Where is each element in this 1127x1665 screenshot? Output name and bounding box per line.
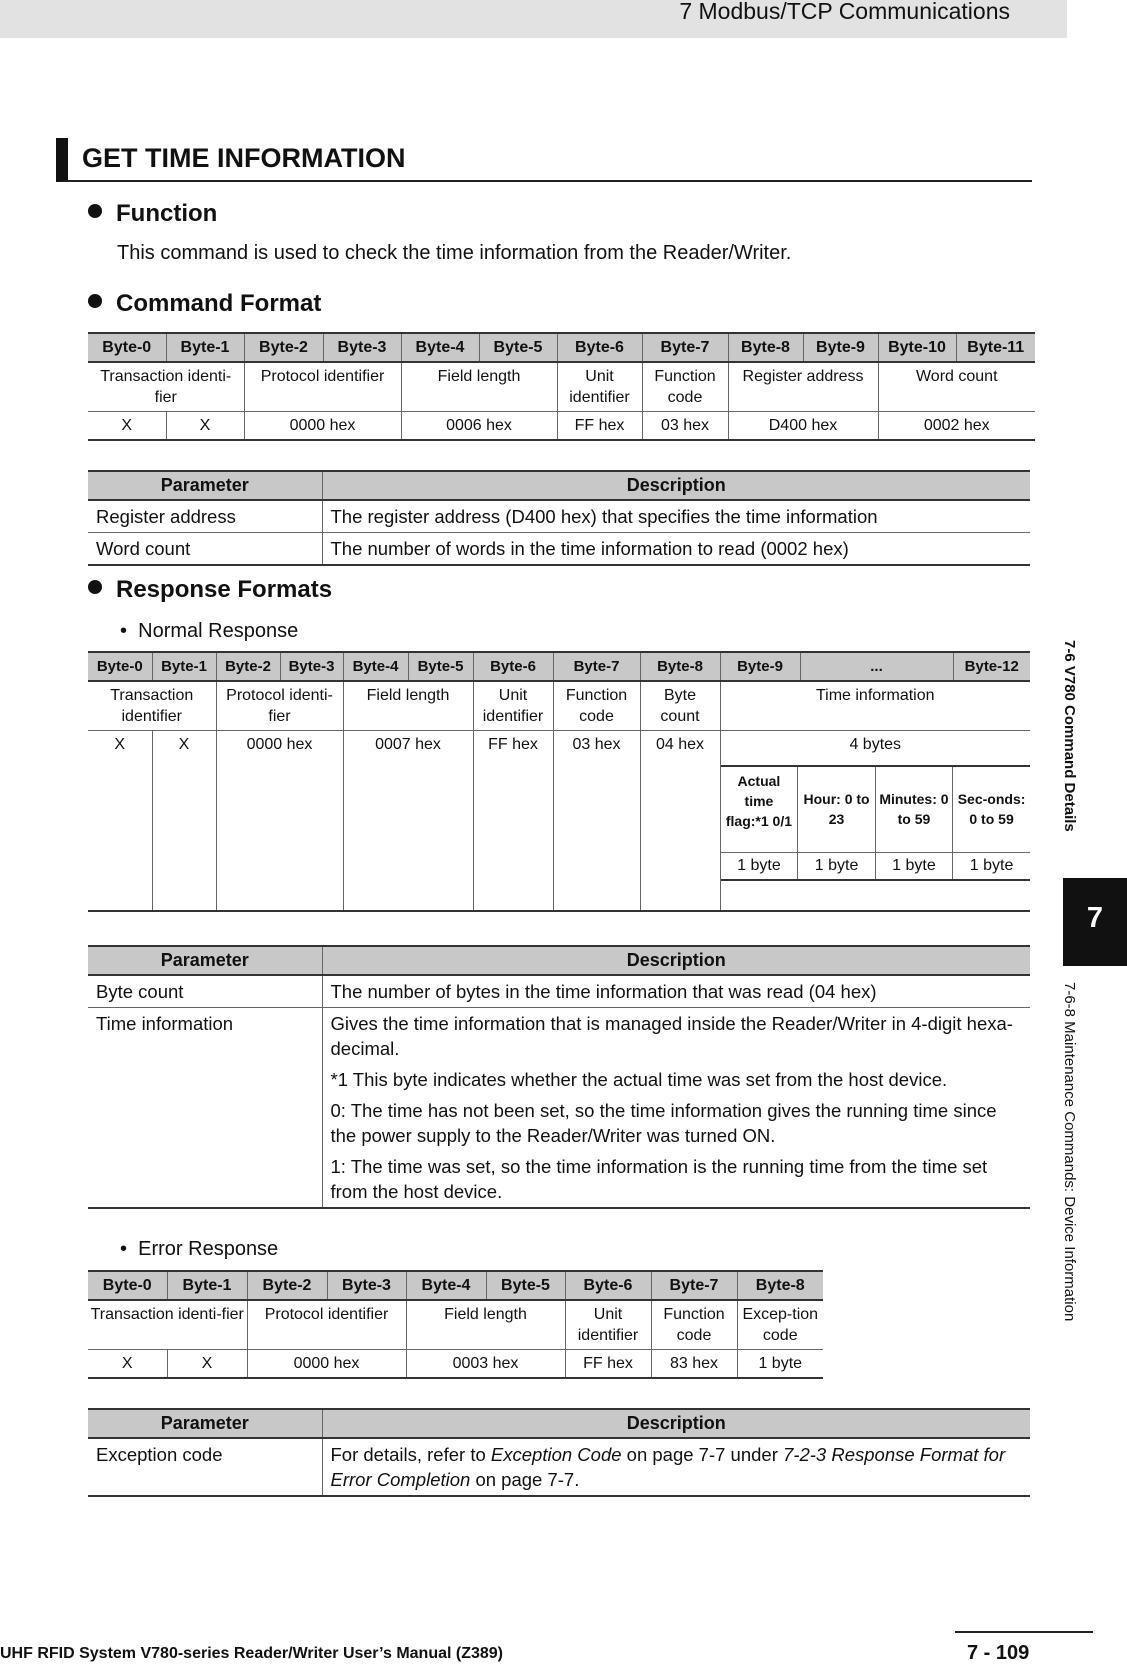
description-cell: The register address (D400 hex) that specifies the time information — [322, 500, 1030, 533]
seconds-header: Sec-onds: 0 to 59 — [953, 766, 1030, 852]
byte-header: Byte-8 — [737, 1271, 823, 1300]
table-row — [88, 500, 1030, 533]
field-cell: Transaction identifier — [88, 681, 216, 731]
section-title-bar — [56, 138, 1032, 182]
byte-header: Byte-5 — [408, 652, 473, 681]
field-cell: Field length — [406, 1300, 565, 1350]
parameter-header: Parameter — [88, 1409, 322, 1438]
command-value-row — [88, 412, 1035, 441]
field-cell: Field length — [343, 681, 473, 731]
byte-header: Byte-3 — [323, 333, 401, 362]
byte-header: Byte-4 — [343, 652, 408, 681]
description-cell: For details, refer to Exception Code on page 7-7 under 7-2-3 Response Format for Error Completion on page 7-7. — [322, 1438, 1030, 1496]
field-cell: Function code — [553, 681, 640, 731]
value-cell: 0003 hex — [406, 1350, 565, 1379]
description-cell: The number of words in the time information to read (0002 hex) — [322, 533, 1030, 566]
field-cell: Function code — [651, 1300, 737, 1350]
footer-rule — [955, 1631, 1093, 1633]
byte-header: Byte-7 — [642, 333, 728, 362]
byte-header: Byte-4 — [406, 1271, 486, 1300]
command-byte-row — [88, 333, 1035, 362]
byte-header: Byte-5 — [479, 333, 557, 362]
hour-header: Hour: 0 to 23 — [798, 766, 875, 852]
description-paragraph: Gives the time information that is managed inside the Reader/Writer in 4-digit hexa-decimal. — [330, 1013, 1013, 1059]
value-cell: X — [88, 731, 152, 911]
time-subfield-table — [721, 765, 1031, 881]
value-cell: 03 hex — [553, 731, 640, 911]
field-cell: Time information — [720, 681, 1030, 731]
size-cell: 1 byte — [875, 852, 952, 880]
byte-header: Byte-2 — [244, 333, 323, 362]
field-cell: Field length — [401, 362, 557, 412]
description-cell — [322, 1008, 1030, 1209]
byte-header: Byte-3 — [327, 1271, 406, 1300]
field-cell: Byte count — [640, 681, 720, 731]
value-cell: FF hex — [557, 412, 642, 441]
value-cell: FF hex — [473, 731, 553, 911]
byte-header: Byte-6 — [473, 652, 553, 681]
value-cell: 0007 hex — [343, 731, 473, 911]
field-cell: Protocol identifier — [244, 362, 401, 412]
minutes-header: Minutes: 0 to 59 — [875, 766, 952, 852]
response-field-row — [88, 681, 1030, 731]
size-cell: 1 byte — [953, 852, 1030, 880]
field-cell: Function code — [642, 362, 728, 412]
error-byte-row — [88, 1271, 823, 1300]
command-format-table — [88, 332, 1035, 441]
parameter-header: Parameter — [88, 471, 322, 500]
byte-header: Byte-0 — [88, 652, 152, 681]
value-cell: 0000 hex — [247, 1350, 406, 1379]
function-text: This command is used to check the time information from the Reader/Writer. — [117, 242, 792, 264]
function-heading: Function — [88, 200, 217, 228]
parameter-header: Parameter — [88, 946, 322, 975]
parameter-cell: Register address — [88, 500, 322, 533]
table-row — [88, 533, 1030, 566]
response-format-reference: 7-2-3 Response Format for Error Completion — [330, 1444, 1006, 1490]
value-cell: D400 hex — [728, 412, 878, 441]
byte-header: Byte-2 — [216, 652, 280, 681]
value-cell: X — [88, 412, 166, 441]
table-row — [88, 975, 1030, 1008]
chapter-header: 7 Modbus/TCP Communications — [679, 0, 1010, 24]
side-subsection-label: 7-6-8 Maintenance Commands: Device Information — [1061, 982, 1078, 1322]
bullet-icon — [88, 204, 102, 218]
error-response-label: • Error Response — [120, 1238, 279, 1260]
description-header: Description — [322, 946, 1030, 975]
command-parameter-table — [88, 470, 1030, 566]
byte-header: Byte-6 — [557, 333, 642, 362]
exception-code-reference: Exception Code — [490, 1444, 622, 1465]
byte-header: Byte-11 — [956, 333, 1035, 362]
byte-header: Byte-10 — [878, 333, 956, 362]
value-cell: FF hex — [565, 1350, 651, 1379]
value-cell: 0000 hex — [244, 412, 401, 441]
description-header: Description — [322, 471, 1030, 500]
field-cell: Register address — [728, 362, 878, 412]
byte-header: ... — [800, 652, 953, 681]
time-info-cell — [720, 731, 1030, 911]
command-format-heading: Command Format — [88, 290, 321, 318]
byte-header: Byte-1 — [167, 1271, 247, 1300]
byte-header: Byte-12 — [953, 652, 1030, 681]
value-cell: 0000 hex — [216, 731, 343, 911]
byte-header: Byte-7 — [651, 1271, 737, 1300]
byte-header: Byte-8 — [728, 333, 803, 362]
size-cell: 1 byte — [798, 852, 875, 880]
value-cell: 0006 hex — [401, 412, 557, 441]
table-row — [88, 1438, 1030, 1496]
chapter-tab: 7 — [1063, 878, 1127, 966]
normal-response-table — [88, 651, 1030, 912]
description-paragraph: 0: The time has not been set, so the time information gives the running time since the power supply to the Reader/Writer was turned ON. — [330, 1100, 997, 1146]
description-paragraph: *1 This byte indicates whether the actual time was set from the host device. — [330, 1069, 948, 1090]
command-field-row — [88, 362, 1035, 412]
field-cell: Protocol identifier — [247, 1300, 406, 1350]
byte-header: Byte-1 — [152, 652, 216, 681]
field-cell: Protocol identi-fier — [216, 681, 343, 731]
value-cell: 83 hex — [651, 1350, 737, 1379]
value-cell: 03 hex — [642, 412, 728, 441]
normal-response-label: • Normal Response — [120, 620, 299, 642]
byte-header: Byte-0 — [88, 333, 166, 362]
side-section-label: 7-6 V780 Command Details — [1061, 640, 1078, 832]
value-cell: 0002 hex — [878, 412, 1035, 441]
page-number: 7 - 109 — [967, 1642, 1030, 1664]
byte-header: Byte-0 — [88, 1271, 167, 1300]
field-cell: Unit identifier — [473, 681, 553, 731]
parameter-cell: Time information — [88, 1008, 322, 1209]
byte-header: Byte-8 — [640, 652, 720, 681]
value-cell: 1 byte — [737, 1350, 823, 1379]
table-row — [88, 1008, 1030, 1209]
byte-header: Byte-5 — [486, 1271, 565, 1300]
bullet-icon — [88, 580, 102, 594]
byte-header: Byte-3 — [280, 652, 343, 681]
field-cell: Unit identifier — [565, 1300, 651, 1350]
error-value-row — [88, 1350, 823, 1379]
value-cell: X — [166, 412, 244, 441]
field-cell: Transaction identi-fier — [88, 1300, 247, 1350]
response-byte-row — [88, 652, 1030, 681]
field-cell: Transaction identi-fier — [88, 362, 244, 412]
byte-header: Byte-6 — [565, 1271, 651, 1300]
value-cell: X — [167, 1350, 247, 1379]
value-cell: X — [152, 731, 216, 911]
response-value-row — [88, 731, 1030, 911]
parameter-cell: Byte count — [88, 975, 322, 1008]
time-size-total: 4 bytes — [849, 736, 902, 753]
field-cell: Unit identifier — [557, 362, 642, 412]
error-parameter-table — [88, 1408, 1030, 1497]
byte-header: Byte-2 — [247, 1271, 327, 1300]
description-header: Description — [322, 1409, 1030, 1438]
response-formats-heading: Response Formats — [88, 576, 332, 604]
field-cell: Word count — [878, 362, 1035, 412]
byte-header: Byte-9 — [803, 333, 878, 362]
parameter-cell: Word count — [88, 533, 322, 566]
description-cell: The number of bytes in the time information that was read (04 hex) — [322, 975, 1030, 1008]
description-paragraph: 1: The time was set, so the time information is the running time from the time set from the host device. — [330, 1156, 988, 1202]
value-cell: 04 hex — [640, 731, 720, 911]
bullet-icon — [88, 294, 102, 308]
byte-header: Byte-1 — [166, 333, 244, 362]
error-response-table — [88, 1270, 823, 1379]
byte-header: Byte-9 — [720, 652, 800, 681]
parameter-cell: Exception code — [88, 1438, 322, 1496]
actual-time-flag-header: Actual time flag:*1 0/1 — [721, 766, 798, 852]
error-field-row — [88, 1300, 823, 1350]
size-cell: 1 byte — [721, 852, 798, 880]
byte-header: Byte-7 — [553, 652, 640, 681]
field-cell: Excep-tion code — [737, 1300, 823, 1350]
section-title: GET TIME INFORMATION — [82, 143, 406, 173]
value-cell: X — [88, 1350, 167, 1379]
footer-manual-title: UHF RFID System V780-series Reader/Writer User’s Manual (Z389) — [0, 1645, 504, 1662]
byte-header: Byte-4 — [401, 333, 479, 362]
response-parameter-table — [88, 945, 1030, 1209]
